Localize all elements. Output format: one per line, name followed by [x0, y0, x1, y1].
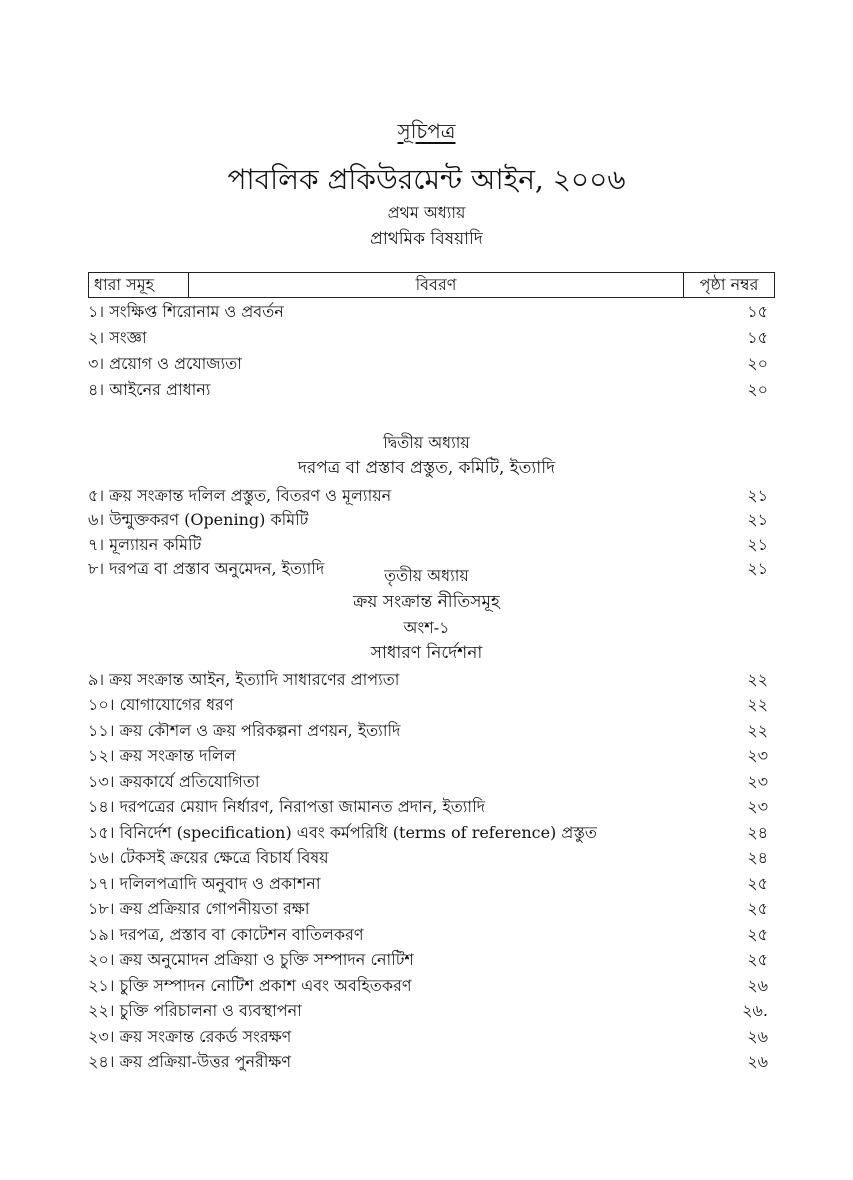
toc-row — [88, 300, 768, 324]
header-section: ধারা সমূহ — [89, 273, 189, 297]
section-title: ১৬। টেকসই ক্রয়ের ক্ষেত্রে বিচার্য বিষয় — [88, 848, 329, 867]
section-title: ২। সংজ্ঞা — [88, 327, 147, 347]
section-title: ১৩। ক্রয়কার্যে প্রতিযোগিতা — [88, 771, 260, 791]
page-number: ২৩ — [747, 797, 768, 816]
section-title: ২২। চুক্তি পরিচালনা ও ব্যবস্থাপনা — [88, 1001, 302, 1020]
section-title: ১১। ক্রয় কৌশল ও ক্রয় পরিকল্পনা প্রণয়ন, ইত্যাদি — [88, 720, 401, 740]
section-title: ২১। চুক্তি সম্পাদন নোটিশ প্রকাশ এবং অবহিতকরণ — [88, 975, 412, 995]
page-number: ২১ — [747, 534, 768, 554]
chapter-3-label: তৃতীয় অধ্যায় — [384, 566, 469, 585]
part-1-title: সাধারণ নির্দেশনা — [370, 643, 483, 663]
page-number: ২৪ — [747, 848, 768, 867]
page-number: ২৬ — [747, 1026, 768, 1046]
toc-row — [88, 796, 768, 820]
toc-row — [88, 1051, 768, 1075]
toc-row — [88, 533, 768, 557]
section-title: ১। সংক্ষিপ্ত শিরোনাম ও প্রবর্তন — [88, 301, 284, 321]
section-title: ১০। যোগাযোগের ধরণ — [88, 695, 234, 714]
toc-row — [88, 847, 768, 871]
toc-row — [88, 923, 768, 947]
page-number: ২১ — [747, 510, 768, 529]
page-number: ২৫ — [747, 873, 768, 893]
toc-row — [88, 378, 768, 402]
toc-row — [88, 484, 768, 508]
page-number: ২৬. — [742, 1001, 768, 1020]
section-title: ৮। দরপত্র বা প্রস্তাব অনুমেদন, ইত্যাদি — [88, 559, 325, 578]
section-title: ২৪। ক্রয় প্রক্রিয়া-উত্তর পুনরীক্ষণ — [88, 1052, 292, 1071]
page-number: ২৫ — [747, 950, 768, 969]
page-number: ২৬ — [747, 975, 768, 995]
section-title: ৪। আইনের প্রাধান্য — [88, 379, 211, 399]
toc-row — [88, 872, 768, 896]
section-title: ৭। মূল্যায়ন কমিটি — [88, 534, 202, 554]
section-title: ২০। ক্রয় অনুমোদন প্রক্রিয়া ও চুক্তি সম্পাদন নোটিশ — [88, 950, 414, 969]
page-number: ২১ — [747, 559, 768, 578]
section-title: ৩। প্রয়োগ ও প্রযোজ্যতা — [88, 353, 242, 373]
toc-row — [88, 719, 768, 743]
chapter-2-title: দরপত্র বা প্রস্তাব প্রস্তুত, কমিটি, ইত্যাদি — [297, 458, 556, 478]
section-title: ৯। ক্রয় সংক্রান্ত আইন, ইত্যাদি সাধারণের প্রাপ্যতা — [88, 669, 400, 689]
toc-row — [88, 509, 768, 533]
section-title: ১৭। দলিলপত্রাদি অনুবাদ ও প্রকাশনা — [88, 873, 321, 893]
section-title: ২৩। ক্রয় সংক্রান্ত রেকর্ড সংরক্ষণ — [88, 1026, 292, 1046]
section-title: ১৫। বিনির্দেশ (specification) এবং কর্মপরিধি (terms of reference) প্রস্তুত — [88, 822, 597, 842]
page-number: ২২ — [747, 669, 768, 689]
section-title: ১৯। দরপত্র, প্রস্তাব বা কোটেশন বাতিলকরণ — [88, 924, 364, 944]
document-title: পাবলিক প্রকিউরমেন্ট আইন, ২০০৬ — [227, 163, 626, 196]
page-number: ২৩ — [747, 771, 768, 791]
chapter-1-label: প্রথম অধ্যায় — [387, 203, 466, 222]
chapter-2-label: দ্বিতীয় অধ্যায় — [383, 433, 470, 452]
toc-title: সূচিপত্র — [397, 119, 456, 143]
table-header — [88, 272, 775, 298]
toc-row — [88, 694, 768, 718]
section-title: ১৪। দরপত্রের মেয়াদ নির্ধারণ, নিরাপত্তা জামানত প্রদান, ইত্যাদি — [88, 797, 486, 816]
page-number: ২৬ — [747, 1052, 768, 1071]
page-number: ২০ — [747, 379, 768, 399]
chapter-1-title: প্রাথমিক বিষয়াদি — [370, 229, 483, 249]
toc-row — [88, 949, 768, 973]
page-number: ২০ — [747, 353, 768, 373]
toc-row — [88, 1025, 768, 1049]
header-page: পৃষ্ঠা নম্বর — [699, 274, 759, 294]
page-number: ২৪ — [747, 822, 768, 842]
toc-row — [88, 745, 768, 769]
page-number: ২২ — [747, 695, 768, 714]
page-number: ২৫ — [747, 924, 768, 944]
toc-row — [88, 326, 768, 350]
header-description: বিবরণ — [189, 273, 684, 297]
page-number: ২১ — [747, 485, 768, 505]
toc-row — [88, 1000, 768, 1024]
toc-row — [88, 898, 768, 922]
part-1-label: অংশ-১ — [403, 618, 450, 637]
toc-row — [88, 668, 768, 692]
page-number: ২৫ — [747, 899, 768, 918]
page-number: ২২ — [747, 720, 768, 740]
toc-row — [88, 974, 768, 998]
section-title: ৬। উন্মুক্তকরণ (Opening) কমিটি — [88, 510, 309, 529]
section-title: ৫। ক্রয় সংক্রান্ত দলিল প্রস্তুত, বিতরণ ও মূল্যায়ন — [88, 485, 392, 505]
toc-row — [88, 770, 768, 794]
page-number: ১৫ — [747, 301, 768, 321]
section-title: ১২। ক্রয় সংক্রান্ত দলিল — [88, 746, 236, 765]
chapter-3-title: ক্রয় সংক্রান্ত নীতিসমূহ — [353, 592, 500, 612]
toc-row — [88, 821, 768, 845]
page-number: ১৫ — [747, 327, 768, 347]
page-number: ২৩ — [747, 746, 768, 765]
section-title: ১৮। ক্রয় প্রক্রিয়ার গোপনীয়তা রক্ষা — [88, 899, 310, 918]
toc-row — [88, 352, 768, 376]
